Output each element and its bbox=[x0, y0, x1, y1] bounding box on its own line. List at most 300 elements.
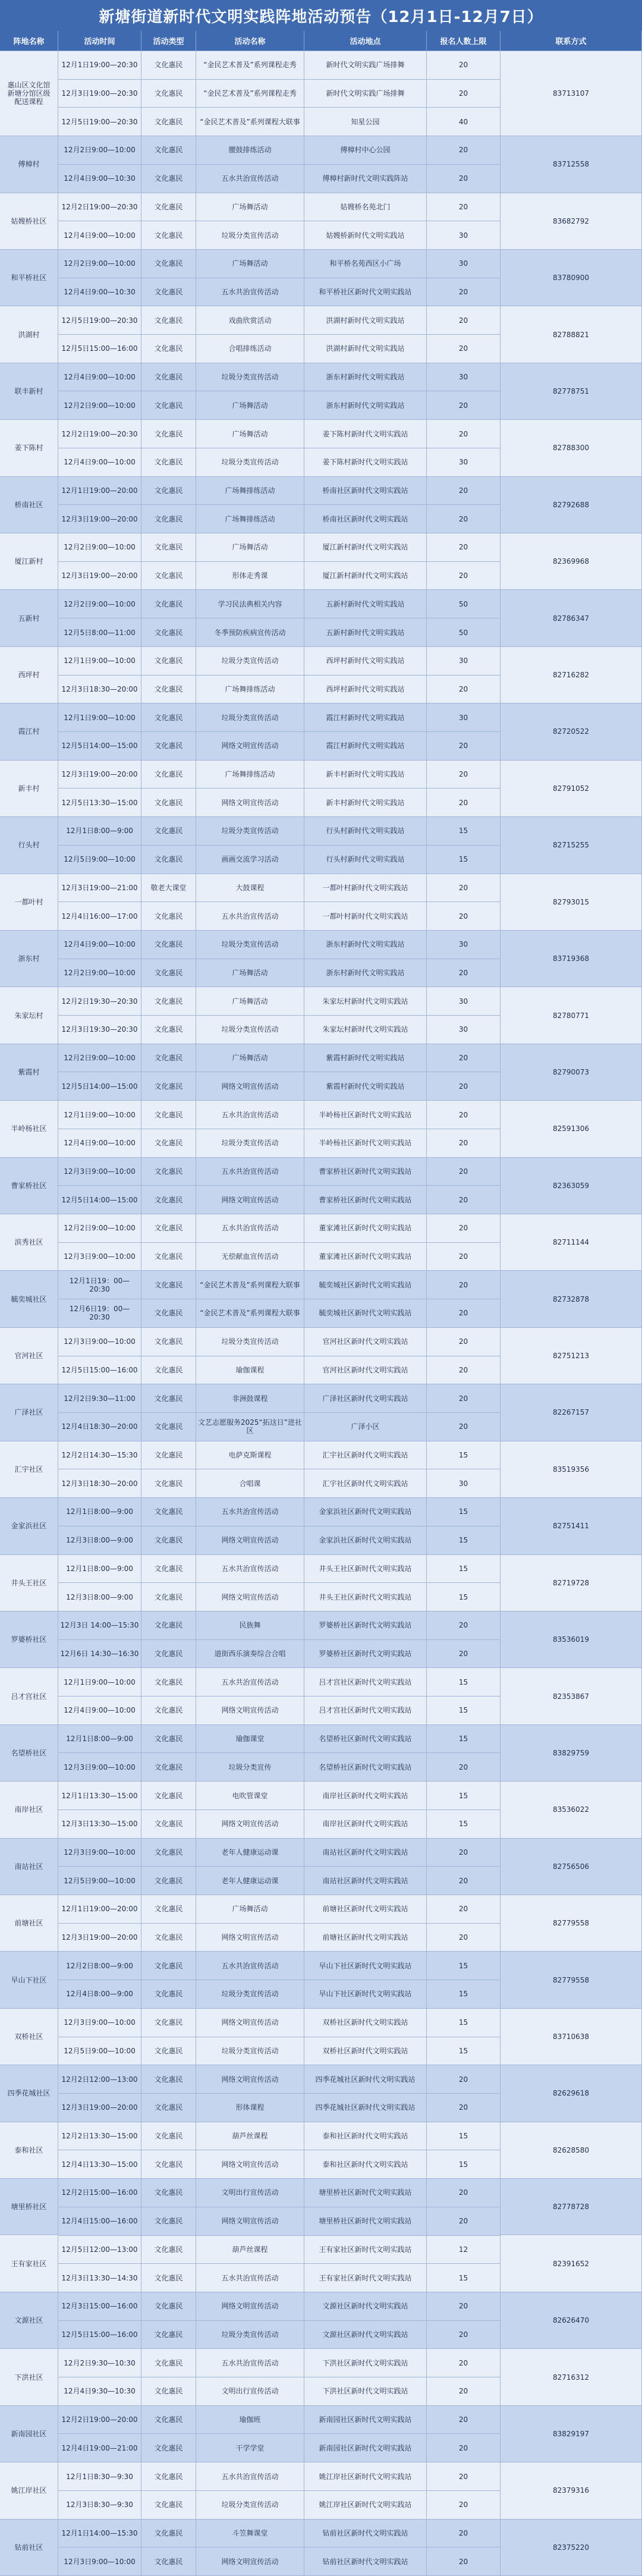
site-name-cell: 名望桥社区 bbox=[0, 1725, 58, 1782]
page-title: 新塘街道新时代文明实践阵地活动预告（12月1日-12月7日） bbox=[0, 0, 642, 31]
activity-location-cell: 早山下社区新时代文明实践站 bbox=[304, 1980, 427, 2009]
activity-time-cell: 12月3日9:00—10:00 bbox=[58, 1753, 141, 1782]
activity-location-cell: 洪湖村新时代文明实践站 bbox=[304, 335, 427, 363]
activity-type-cell: 文化惠民 bbox=[141, 562, 196, 590]
activity-time-cell: 12月5日12:00—13:00 bbox=[58, 2236, 141, 2264]
activity-type-cell: 文化惠民 bbox=[141, 1498, 196, 1526]
site-name-cell: 四季花城社区 bbox=[0, 2065, 58, 2122]
signup-limit-cell: 20 bbox=[427, 1895, 501, 1924]
site-name-cell: 吕才宫社区 bbox=[0, 1668, 58, 1724]
activity-name-cell: 葫芦丝课程 bbox=[196, 2236, 304, 2264]
activity-location-cell: 半岭杨社区新时代文明实践站 bbox=[304, 1101, 427, 1129]
activity-location-cell: 下洪社区新时代文明实践站 bbox=[304, 2377, 427, 2406]
activity-location-cell: 桥南社区新时代文明实践站 bbox=[304, 505, 427, 533]
activity-location-cell: 广泽小区 bbox=[304, 1413, 427, 1441]
contact-phone-cell: 82715255 bbox=[501, 817, 642, 874]
activity-location-cell: 紫霞村新时代文明实践站 bbox=[304, 1044, 427, 1073]
signup-limit-cell: 20 bbox=[427, 1867, 501, 1895]
signup-limit-cell: 20 bbox=[427, 2462, 501, 2491]
contact-phone-cell: 82786347 bbox=[501, 590, 642, 646]
site-name-cell: 王有家社区 bbox=[0, 2236, 58, 2292]
activity-location-cell: 浙东村新时代文明实践站 bbox=[304, 363, 427, 392]
activity-time-cell: 12月2日14:30—15:30 bbox=[58, 1441, 141, 1470]
activity-location-cell: 南站社区新时代文明实践站 bbox=[304, 1867, 427, 1895]
signup-limit-cell: 20 bbox=[427, 278, 501, 307]
activity-name-cell: 五水共治宣传活动 bbox=[196, 1498, 304, 1526]
activity-time-cell: 12月2日9:00—10:00 bbox=[58, 391, 141, 420]
contact-phone-cell: 82369968 bbox=[501, 533, 642, 590]
activity-type-cell: 文化惠民 bbox=[141, 2122, 196, 2151]
activity-time-cell: 12月1日19:00—20:00 bbox=[58, 477, 141, 505]
activity-time-cell: 12月4日8:00—9:00 bbox=[58, 1980, 141, 2009]
activity-type-cell: 文化惠民 bbox=[141, 1101, 196, 1129]
activity-name-cell: 网络文明宣传活动 bbox=[196, 732, 304, 761]
activity-name-cell: 网络文明宣传活动 bbox=[196, 1810, 304, 1839]
activity-location-cell: 五新村新时代文明实践站 bbox=[304, 590, 427, 618]
activity-type-cell: 文化惠民 bbox=[141, 1299, 196, 1328]
signup-limit-cell: 20 bbox=[427, 1158, 501, 1186]
activity-time-cell: 12月3日9:00—10:00 bbox=[58, 1839, 141, 1867]
site-name-cell: 姜下陈村 bbox=[0, 420, 58, 476]
activity-type-cell: 文化惠民 bbox=[141, 2264, 196, 2292]
signup-limit-cell: 30 bbox=[427, 221, 501, 250]
signup-limit-cell: 20 bbox=[427, 533, 501, 562]
contact-phone-cell: 82778751 bbox=[501, 363, 642, 420]
activity-type-cell: 文化惠民 bbox=[141, 2547, 196, 2576]
activity-name-cell: 广场舞活动 bbox=[196, 391, 304, 420]
contact-phone-cell: 82788821 bbox=[501, 306, 642, 363]
activity-type-cell: 文化惠民 bbox=[141, 1810, 196, 1839]
activity-time-cell: 12月1日8:30—9:30 bbox=[58, 2462, 141, 2491]
activity-time-cell: 12月1日19:00—20:30 bbox=[58, 51, 141, 80]
site-name-cell: 新丰村 bbox=[0, 761, 58, 817]
activity-location-cell: 行头村新时代文明实践站 bbox=[304, 817, 427, 846]
activity-location-cell: 井头王社区新时代文明实践站 bbox=[304, 1583, 427, 1611]
activity-location-cell: 汇宇社区新时代文明实践站 bbox=[304, 1441, 427, 1470]
contact-phone-cell: 82591306 bbox=[501, 1101, 642, 1157]
activity-name-cell: 网络文明宣传活动 bbox=[196, 2009, 304, 2037]
activity-time-cell: 12月4日9:00—10:00 bbox=[58, 1129, 141, 1158]
activity-time-cell: 12月3日8:00—9:00 bbox=[58, 1583, 141, 1611]
contact-phone-cell: 82779558 bbox=[501, 1952, 642, 2008]
activity-type-cell: 文化惠民 bbox=[141, 1782, 196, 1810]
activity-location-cell: 新南园社区新时代文明实践站 bbox=[304, 2434, 427, 2462]
signup-limit-cell: 50 bbox=[427, 618, 501, 647]
activity-type-cell: 文化惠民 bbox=[141, 2094, 196, 2122]
activity-type-cell: 文化惠民 bbox=[141, 2434, 196, 2462]
activity-type-cell: 文化惠民 bbox=[141, 80, 196, 108]
activity-name-cell: “金民艺术普及”系列课程大联事 bbox=[196, 1271, 304, 1299]
activity-type-cell: 文化惠民 bbox=[141, 1839, 196, 1867]
activity-name-cell: 五水共治宣传活动 bbox=[196, 165, 304, 193]
activity-name-cell: 五水共治宣传活动 bbox=[196, 2349, 304, 2377]
contact-phone-cell: 82790073 bbox=[501, 1044, 642, 1101]
activity-name-cell: 文明出行宣传活动 bbox=[196, 2179, 304, 2207]
activity-type-cell: 文化惠民 bbox=[141, 2065, 196, 2094]
signup-limit-cell: 15 bbox=[427, 817, 501, 846]
activity-type-cell: 文化惠民 bbox=[141, 2037, 196, 2066]
activity-type-cell: 文化惠民 bbox=[141, 2491, 196, 2520]
activity-location-cell: 厦江新村新时代文明实践站 bbox=[304, 562, 427, 590]
contact-phone-cell: 82375220 bbox=[501, 2520, 642, 2576]
activity-location-cell: 井头王社区新时代文明实践站 bbox=[304, 1555, 427, 1584]
activity-name-cell: 垃圾分类宣传活动 bbox=[196, 1016, 304, 1044]
site-name-cell: 洪湖村 bbox=[0, 306, 58, 363]
activity-type-cell: 文化惠民 bbox=[141, 221, 196, 250]
activity-location-cell: 一都叶村新时代文明实践站 bbox=[304, 874, 427, 903]
activity-name-cell: 网络文明宣传活动 bbox=[196, 2292, 304, 2321]
signup-limit-cell: 20 bbox=[427, 2349, 501, 2377]
contact-phone-cell: 82379316 bbox=[501, 2462, 642, 2519]
activity-name-cell: 垃圾分类宣传活动 bbox=[196, 703, 304, 732]
activity-location-cell: 官河社区新时代文明实践站 bbox=[304, 1356, 427, 1385]
contact-phone-cell: 83829759 bbox=[501, 1725, 642, 1782]
activity-time-cell: 12月1日8:00—9:00 bbox=[58, 1725, 141, 1754]
activity-name-cell: 网络文明宣传活动 bbox=[196, 2065, 304, 2094]
activity-location-cell: 新时代文明实践广场排舞 bbox=[304, 51, 427, 80]
activity-type-cell: 文化惠民 bbox=[141, 761, 196, 789]
contact-phone-cell: 83712558 bbox=[501, 136, 642, 193]
activity-time-cell: 12月5日14:00—15:00 bbox=[58, 732, 141, 761]
activity-name-cell: 网络文明宣传活动 bbox=[196, 788, 304, 817]
activity-type-cell: 文化惠民 bbox=[141, 1753, 196, 1782]
activity-time-cell: 12月5日9:00—10:00 bbox=[58, 846, 141, 874]
activity-location-cell: 四季花城社区新时代文明实践站 bbox=[304, 2065, 427, 2094]
signup-limit-cell: 20 bbox=[427, 2179, 501, 2207]
activity-name-cell: 五水共治宣传活动 bbox=[196, 1952, 304, 1980]
activity-location-cell: 塘里桥社区新时代文明实践站 bbox=[304, 2207, 427, 2236]
signup-limit-cell: 15 bbox=[427, 1697, 501, 1725]
site-name-cell: 钻前社区 bbox=[0, 2520, 58, 2576]
activity-location-cell: 桥南社区新时代文明实践站 bbox=[304, 477, 427, 505]
activity-type-cell: 文化惠民 bbox=[141, 2462, 196, 2491]
activity-type-cell: 文化惠民 bbox=[141, 1469, 196, 1498]
activity-location-cell: 紫霞村新时代文明实践站 bbox=[304, 1072, 427, 1101]
activity-location-cell: 文源社区新时代文明实践站 bbox=[304, 2321, 427, 2349]
activity-time-cell: 12月4日9:00—10:00 bbox=[58, 221, 141, 250]
activity-time-cell: 12月2日9:00—10:00 bbox=[58, 590, 141, 618]
activity-type-cell: 文化惠民 bbox=[141, 1243, 196, 1271]
activity-type-cell: 文化惠民 bbox=[141, 1611, 196, 1640]
signup-limit-cell: 20 bbox=[427, 1328, 501, 1356]
activity-type-cell: 文化惠民 bbox=[141, 477, 196, 505]
site-name-cell: 朱家坛村 bbox=[0, 987, 58, 1044]
activity-time-cell: 12月5日13:30—15:00 bbox=[58, 788, 141, 817]
activity-type-cell: 文化惠民 bbox=[141, 1271, 196, 1299]
signup-limit-cell: 20 bbox=[427, 1271, 501, 1299]
activity-time-cell: 12月5日19:00—20:30 bbox=[58, 306, 141, 335]
activity-type-cell: 文化惠民 bbox=[141, 732, 196, 761]
activity-time-cell: 12月1日8:00—9:00 bbox=[58, 817, 141, 846]
activity-location-cell: 洪湖村新时代文明实践站 bbox=[304, 306, 427, 335]
activity-time-cell: 12月3日18:30—20:00 bbox=[58, 676, 141, 704]
activity-time-cell: 12月1日19：00—20:30 bbox=[58, 1271, 141, 1299]
activity-time-cell: 12月3日9:00—10:00 bbox=[58, 2547, 141, 2576]
activity-type-cell: 文化惠民 bbox=[141, 959, 196, 988]
site-name-cell: 桥南社区 bbox=[0, 477, 58, 533]
signup-limit-cell: 20 bbox=[427, 1299, 501, 1328]
site-name-cell: 傅樟村 bbox=[0, 136, 58, 193]
signup-limit-cell: 20 bbox=[427, 505, 501, 533]
signup-limit-cell: 20 bbox=[427, 1072, 501, 1101]
contact-phone-cell: 82756506 bbox=[501, 1839, 642, 1895]
activity-time-cell: 12月2日9:30—10:30 bbox=[58, 2349, 141, 2377]
signup-limit-cell: 15 bbox=[427, 1498, 501, 1526]
signup-limit-cell: 20 bbox=[427, 2434, 501, 2462]
activity-type-cell: 文化惠民 bbox=[141, 1384, 196, 1413]
activity-type-cell: 文化惠民 bbox=[141, 1186, 196, 1214]
activity-name-cell: 五水共治宣传活动 bbox=[196, 1668, 304, 1697]
activity-time-cell: 12月4日9:00—10:30 bbox=[58, 165, 141, 193]
activity-name-cell: 垃圾分类宣传活动 bbox=[196, 2491, 304, 2520]
activity-type-cell: 文化惠民 bbox=[141, 278, 196, 307]
activity-type-cell: 文化惠民 bbox=[141, 1668, 196, 1697]
activity-type-cell: 文化惠民 bbox=[141, 1583, 196, 1611]
contact-phone-cell: 82353867 bbox=[501, 1668, 642, 1724]
activity-name-cell: 五水共治宣传活动 bbox=[196, 1555, 304, 1584]
activity-location-cell: 早山下社区新时代文明实践站 bbox=[304, 1952, 427, 1980]
site-name-cell: 金家浜社区 bbox=[0, 1498, 58, 1554]
signup-limit-cell: 20 bbox=[427, 1214, 501, 1243]
activity-name-cell: 瑜伽课堂 bbox=[196, 1725, 304, 1754]
activity-name-cell: 广场舞活动 bbox=[196, 420, 304, 448]
activity-time-cell: 12月2日19:00—20:30 bbox=[58, 193, 141, 222]
activity-time-cell: 12月1日9:00—10:00 bbox=[58, 1668, 141, 1697]
activity-location-cell: 前塘社区新时代文明实践站 bbox=[304, 1895, 427, 1924]
activity-location-cell: 新时代文明实践广场排舞 bbox=[304, 80, 427, 108]
header-cell: 活动地点 bbox=[304, 31, 427, 51]
activity-name-cell: 老年人健康运动课 bbox=[196, 1867, 304, 1895]
activity-type-cell: 文化惠民 bbox=[141, 1640, 196, 1669]
activity-location-cell: 姚江岸社区新时代文明实践站 bbox=[304, 2491, 427, 2520]
activity-time-cell: 12月2日15:00—16:00 bbox=[58, 2179, 141, 2207]
activity-type-cell: 文化惠民 bbox=[141, 335, 196, 363]
activity-time-cell: 12月3日19:30—20:30 bbox=[58, 1016, 141, 1044]
activity-time-cell: 12月2日12:00—13:00 bbox=[58, 2065, 141, 2094]
signup-limit-cell: 20 bbox=[427, 165, 501, 193]
activity-time-cell: 12月3日 14:00—15:30 bbox=[58, 1611, 141, 1640]
activity-time-cell: 12月2日9:00—10:00 bbox=[58, 533, 141, 562]
activity-location-cell: 董家滩社区新时代文明实践站 bbox=[304, 1243, 427, 1271]
activity-type-cell: 文化惠民 bbox=[141, 420, 196, 448]
site-name-cell: 浙东村 bbox=[0, 931, 58, 987]
activity-time-cell: 12月2日19:30—20:30 bbox=[58, 987, 141, 1016]
signup-limit-cell: 12 bbox=[427, 2236, 501, 2264]
activity-location-cell: 罗婆桥社区新时代文明实践站 bbox=[304, 1640, 427, 1669]
signup-limit-cell: 20 bbox=[427, 2491, 501, 2520]
signup-limit-cell: 15 bbox=[427, 1725, 501, 1754]
activity-name-cell: 垃圾分类宣传活动 bbox=[196, 2321, 304, 2349]
activity-location-cell: 厦江新村新时代文明实践站 bbox=[304, 533, 427, 562]
activity-location-cell: 和平桥社区新时代文明实践站 bbox=[304, 278, 427, 307]
activity-time-cell: 12月4日16:00—17:00 bbox=[58, 902, 141, 931]
activity-time-cell: 12月5日14:00—15:00 bbox=[58, 1186, 141, 1214]
signup-limit-cell: 15 bbox=[427, 1668, 501, 1697]
site-name-cell: 紫霞村 bbox=[0, 1044, 58, 1101]
activity-time-cell: 12月3日19:00—20:00 bbox=[58, 761, 141, 789]
activity-name-cell: 广场舞排练活动 bbox=[196, 761, 304, 789]
activity-time-cell: 12月2日9:00—10:00 bbox=[58, 136, 141, 165]
activity-location-cell: 双桥社区新时代文明实践站 bbox=[304, 2009, 427, 2037]
activity-type-cell: 文化惠民 bbox=[141, 2321, 196, 2349]
activity-time-cell: 12月4日9:00—10:30 bbox=[58, 278, 141, 307]
activity-type-cell: 文化惠民 bbox=[141, 590, 196, 618]
contact-phone-cell: 82716312 bbox=[501, 2349, 642, 2405]
activity-name-cell: 垃圾分类宣传活动 bbox=[196, 647, 304, 676]
activity-location-cell: 姚江岸社区新时代文明实践站 bbox=[304, 2462, 427, 2491]
activity-time-cell: 12月2日13:30—15:00 bbox=[58, 2122, 141, 2151]
activity-location-cell: 金家浜社区新时代文明实践站 bbox=[304, 1498, 427, 1526]
signup-limit-cell: 50 bbox=[427, 590, 501, 618]
site-name-cell: 泰和社区 bbox=[0, 2122, 58, 2179]
contact-phone-cell: 82788300 bbox=[501, 420, 642, 476]
activity-name-cell: 道街西乐演奏综合合唱 bbox=[196, 1640, 304, 1669]
activity-time-cell: 12月3日13:30—15:00 bbox=[58, 1810, 141, 1839]
site-name-cell: 双桥社区 bbox=[0, 2009, 58, 2065]
activity-location-cell: 官河社区新时代文明实践站 bbox=[304, 1328, 427, 1356]
signup-limit-cell: 40 bbox=[427, 108, 501, 136]
activity-time-cell: 12月5日15:00—16:00 bbox=[58, 1356, 141, 1385]
activity-location-cell: 泰和社区新时代文明实践站 bbox=[304, 2122, 427, 2151]
activity-location-cell: 霞江村新时代文明实践站 bbox=[304, 703, 427, 732]
activity-type-cell: 敬老大课堂 bbox=[141, 874, 196, 903]
activity-location-cell: 双桥社区新时代文明实践站 bbox=[304, 2037, 427, 2066]
activity-type-cell: 文化惠民 bbox=[141, 2406, 196, 2434]
activity-location-cell: 南岸社区新时代文明实践站 bbox=[304, 1782, 427, 1810]
contact-phone-cell: 82791052 bbox=[501, 761, 642, 817]
activity-name-cell: 形体课程 bbox=[196, 2094, 304, 2122]
activity-type-cell: 文化惠民 bbox=[141, 533, 196, 562]
activity-name-cell: 电吹管课堂 bbox=[196, 1782, 304, 1810]
activity-time-cell: 12月2日19:00—20:00 bbox=[58, 2406, 141, 2434]
activity-type-cell: 文化惠民 bbox=[141, 1129, 196, 1158]
signup-limit-cell: 20 bbox=[427, 902, 501, 931]
activity-time-cell: 12月3日9:00—10:00 bbox=[58, 1158, 141, 1186]
activity-time-cell: 12月3日15:00—16:00 bbox=[58, 2292, 141, 2321]
signup-limit-cell: 15 bbox=[427, 2150, 501, 2179]
activity-location-cell: 金家浜社区新时代文明实践站 bbox=[304, 1526, 427, 1555]
site-name-cell: 南岸社区 bbox=[0, 1782, 58, 1838]
signup-limit-cell: 20 bbox=[427, 1640, 501, 1669]
signup-limit-cell: 20 bbox=[427, 788, 501, 817]
activity-time-cell: 12月4日15:00—16:00 bbox=[58, 2207, 141, 2236]
activity-name-cell: 民族舞 bbox=[196, 1611, 304, 1640]
activity-location-cell: 钻前社区新时代文明实践站 bbox=[304, 2547, 427, 2576]
signup-limit-cell: 20 bbox=[427, 51, 501, 80]
header-cell: 报名人数上限 bbox=[427, 31, 501, 51]
site-name-cell: 井头王社区 bbox=[0, 1555, 58, 1611]
activity-name-cell: 老年人健康运动课 bbox=[196, 1839, 304, 1867]
activity-time-cell: 12月3日9:00—10:00 bbox=[58, 1328, 141, 1356]
signup-limit-cell: 30 bbox=[427, 931, 501, 959]
activity-time-cell: 12月4日9:00—10:00 bbox=[58, 448, 141, 477]
activity-time-cell: 12月1日9:00—10:00 bbox=[58, 1101, 141, 1129]
activity-location-cell: 和平桥名苑西区小广场 bbox=[304, 250, 427, 278]
site-name-cell: 曹家桥社区 bbox=[0, 1158, 58, 1214]
activity-name-cell: 大鼓课程 bbox=[196, 874, 304, 903]
activity-name-cell: 网络文明宣传活动 bbox=[196, 1583, 304, 1611]
activity-name-cell: 网络文明宣传活动 bbox=[196, 2547, 304, 2576]
activity-name-cell: 广场舞活动 bbox=[196, 250, 304, 278]
activity-name-cell: 五水共治宣传活动 bbox=[196, 902, 304, 931]
activity-location-cell: 曹家桥社区新时代文明实践站 bbox=[304, 1158, 427, 1186]
activity-type-cell: 文化惠民 bbox=[141, 306, 196, 335]
activity-name-cell: 五水共治宣传活动 bbox=[196, 2264, 304, 2292]
signup-limit-cell: 20 bbox=[427, 1129, 501, 1158]
signup-limit-cell: 20 bbox=[427, 874, 501, 903]
contact-phone-cell: 82793015 bbox=[501, 874, 642, 931]
contact-phone-cell: 82267157 bbox=[501, 1384, 642, 1441]
activity-time-cell: 12月4日18:30—20:00 bbox=[58, 1413, 141, 1441]
site-name-cell: 一都叶村 bbox=[0, 874, 58, 931]
activity-name-cell: “金民艺术普及”系列课程大联事 bbox=[196, 108, 304, 136]
signup-limit-cell: 20 bbox=[427, 2207, 501, 2236]
activity-name-cell: 网络文明宣传活动 bbox=[196, 1697, 304, 1725]
site-name-cell: 官河社区 bbox=[0, 1328, 58, 1384]
activity-time-cell: 12月2日9:00—10:00 bbox=[58, 959, 141, 988]
activity-name-cell: 垃圾分类宣传活动 bbox=[196, 363, 304, 392]
activity-location-cell: 毓奕城社区新时代文明实践站 bbox=[304, 1271, 427, 1299]
signup-limit-cell: 20 bbox=[427, 477, 501, 505]
activity-type-cell: 文化惠民 bbox=[141, 1328, 196, 1356]
activity-location-cell: 罗婆桥社区新时代文明实践站 bbox=[304, 1611, 427, 1640]
signup-limit-cell: 30 bbox=[427, 703, 501, 732]
contact-phone-cell: 82363059 bbox=[501, 1158, 642, 1214]
activity-time-cell: 12月5日19:00—20:30 bbox=[58, 108, 141, 136]
activity-location-cell: 新南园社区新时代文明实践站 bbox=[304, 2406, 427, 2434]
activity-time-cell: 12月4日19:00—21:00 bbox=[58, 2434, 141, 2462]
contact-phone-cell: 83710638 bbox=[501, 2009, 642, 2065]
activity-name-cell: 垃圾分类宣传活动 bbox=[196, 221, 304, 250]
activity-time-cell: 12月3日19:00—20:30 bbox=[58, 80, 141, 108]
activity-name-cell: 干学学堂 bbox=[196, 2434, 304, 2462]
activity-name-cell: 网络文明宣传活动 bbox=[196, 2207, 304, 2236]
activity-time-cell: 12月1日8:00—9:00 bbox=[58, 1498, 141, 1526]
activity-time-cell: 12月1日9:00—10:00 bbox=[58, 703, 141, 732]
activity-name-cell: 网络文明宣传活动 bbox=[196, 1186, 304, 1214]
activity-type-cell: 文化惠民 bbox=[141, 1158, 196, 1186]
activity-name-cell: 网络文明宣传活动 bbox=[196, 1526, 304, 1555]
site-name-cell: 文源社区 bbox=[0, 2292, 58, 2349]
signup-limit-cell: 20 bbox=[427, 2292, 501, 2321]
activity-type-cell: 文化惠民 bbox=[141, 1725, 196, 1754]
activity-time-cell: 12月2日9:30—11:00 bbox=[58, 1384, 141, 1413]
contact-phone-cell: 83829197 bbox=[501, 2406, 642, 2462]
activity-type-cell: 文化惠民 bbox=[141, 1924, 196, 1952]
activity-location-cell: 名望桥社区新时代文明实践站 bbox=[304, 1753, 427, 1782]
activity-type-cell: 文化惠民 bbox=[141, 1526, 196, 1555]
signup-limit-cell: 20 bbox=[427, 562, 501, 590]
site-name-cell: 半岭杨社区 bbox=[0, 1101, 58, 1157]
activity-name-cell: 广场舞活动 bbox=[196, 959, 304, 988]
activity-type-cell: 文化惠民 bbox=[141, 2377, 196, 2406]
activity-location-cell: 四季花城社区新时代文明实践站 bbox=[304, 2094, 427, 2122]
signup-limit-cell: 30 bbox=[427, 647, 501, 676]
activity-time-cell: 12月2日9:00—10:00 bbox=[58, 1044, 141, 1073]
signup-limit-cell: 20 bbox=[427, 2547, 501, 2576]
activity-location-cell: 下洪社区新时代文明实践站 bbox=[304, 2349, 427, 2377]
activity-name-cell: 五水共治宣传活动 bbox=[196, 1101, 304, 1129]
contact-phone-cell: 83780900 bbox=[501, 250, 642, 306]
activity-type-cell: 文化惠民 bbox=[141, 788, 196, 817]
contact-phone-cell: 82629618 bbox=[501, 2065, 642, 2122]
site-name-cell: 霞江村 bbox=[0, 703, 58, 760]
signup-limit-cell: 30 bbox=[427, 363, 501, 392]
activity-name-cell: 斗笠舞课堂 bbox=[196, 2520, 304, 2548]
signup-limit-cell: 15 bbox=[427, 2037, 501, 2066]
site-name-cell: 毓奕城社区 bbox=[0, 1271, 58, 1327]
site-name-cell: 滨秀社区 bbox=[0, 1214, 58, 1271]
